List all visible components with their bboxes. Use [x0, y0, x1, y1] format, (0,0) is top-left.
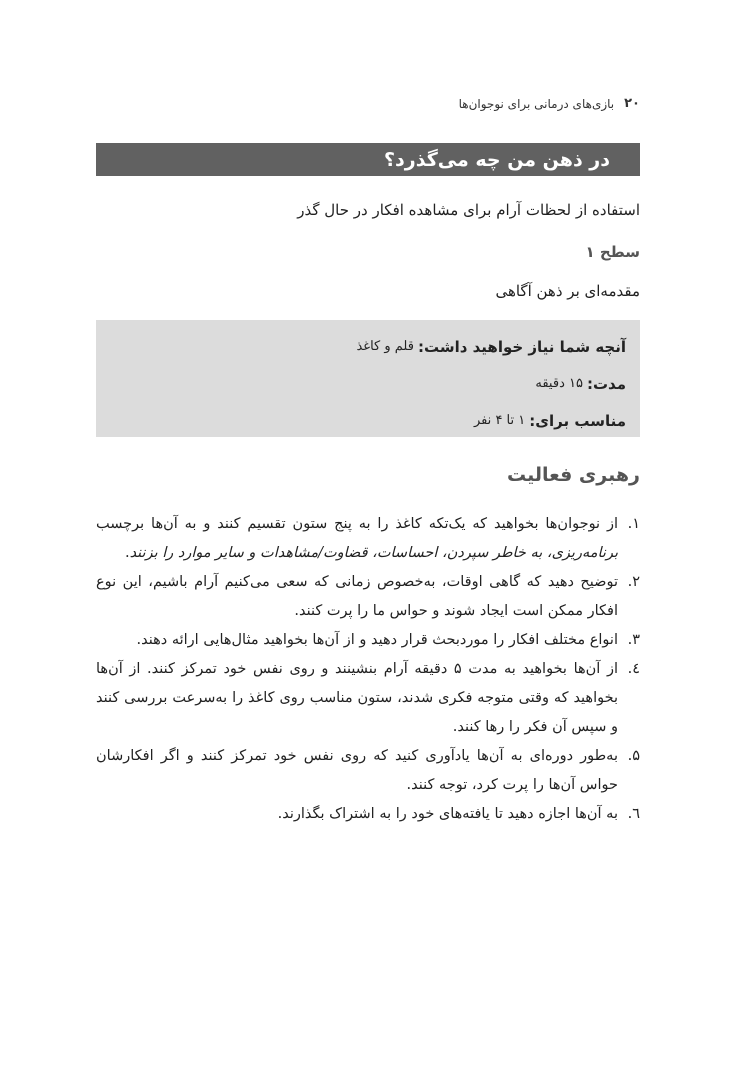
step-number: ۱.	[627, 516, 640, 532]
requirements-box	[96, 320, 640, 437]
step-text: از نوجوان‌ها بخواهید که یک‌تکه کاغذ را به پنج ستون تقسیم کنند و به آن‌ها برچسب	[96, 516, 618, 532]
suitable-row	[96, 402, 626, 439]
list-item	[96, 510, 640, 568]
step-number: ٤.	[627, 661, 640, 677]
list-item	[96, 626, 640, 655]
page-number: ۲۰	[624, 96, 640, 111]
step-text: از آن‌ها بخواهید به مدت ۵ دقیقه آرام بنشینند و روی نفس خود تمرکز کنند. از آن‌ها بخواهید که وقتی متوجه فکری شدند، ستون مناسب روی کاغذ را به‌سرعت بررسی کنند و سپس آن فکر را رها کنند.	[96, 661, 618, 735]
book-title: بازی‌های درمانی برای نوجوان‌ها	[458, 96, 615, 111]
step-text: به‌طور دوره‌ای به آن‌ها یادآوری کنید که روی نفس خود تمرکز کنند و اگر افکارشان حواس آن‌ها را پرت کرد، توجه کنند.	[96, 748, 618, 793]
materials-value: قلم و کاغذ	[356, 339, 414, 354]
level-description: مقدمه‌ای بر ذهن آگاهی	[495, 282, 640, 300]
step-text-end: .	[124, 545, 130, 561]
list-item	[96, 742, 640, 800]
book-page	[96, 0, 640, 1080]
activity-title-bar	[96, 143, 640, 176]
step-text: انواع مختلف افکار را موردبحث قرار دهید و از آن‌ها بخواهید مثال‌هایی ارائه دهند.	[136, 632, 618, 648]
step-number: ٦.	[627, 806, 640, 822]
suitable-label: مناسب برای:	[529, 411, 626, 430]
duration-label: مدت:	[586, 374, 626, 393]
level-title: سطح ۱	[585, 243, 640, 261]
duration-row	[96, 365, 626, 402]
step-text: به آن‌ها اجازه دهید تا یافته‌های خود را به اشتراک بگذارند.	[277, 806, 618, 822]
materials-label: آنچه شما نیاز خواهید داشت:	[417, 337, 626, 356]
section-heading: رهبری فعالیت	[506, 464, 640, 486]
list-item	[96, 568, 640, 626]
running-head	[96, 96, 640, 111]
suitable-value: ۱ تا ۴ نفر	[473, 413, 526, 428]
step-text-italic: برنامه‌ریزی، به خاطر سپردن، احساسات، قضاوت/مشاهدات و سایر موارد را بزنند	[129, 545, 618, 561]
list-item	[96, 655, 640, 742]
duration-value: ۱۵ دقیقه	[535, 376, 583, 391]
step-text: توضیح دهید که گاهی اوقات، به‌خصوص زمانی که سعی می‌کنیم آرام باشیم، این نوع افکار ممکن است ایجاد شوند و حواس ما را پرت کنند.	[96, 574, 618, 619]
step-number: ۵.	[627, 748, 640, 764]
activity-title: در ذهن من چه می‌گذرد؟	[384, 148, 610, 171]
step-number: ۲.	[627, 574, 640, 590]
materials-row	[96, 328, 626, 365]
steps-list	[96, 510, 640, 829]
list-item	[96, 800, 640, 829]
step-number: ۳.	[627, 632, 640, 648]
activity-subtitle: استفاده از لحظات آرام برای مشاهده افکار در حال گذر	[297, 201, 640, 219]
